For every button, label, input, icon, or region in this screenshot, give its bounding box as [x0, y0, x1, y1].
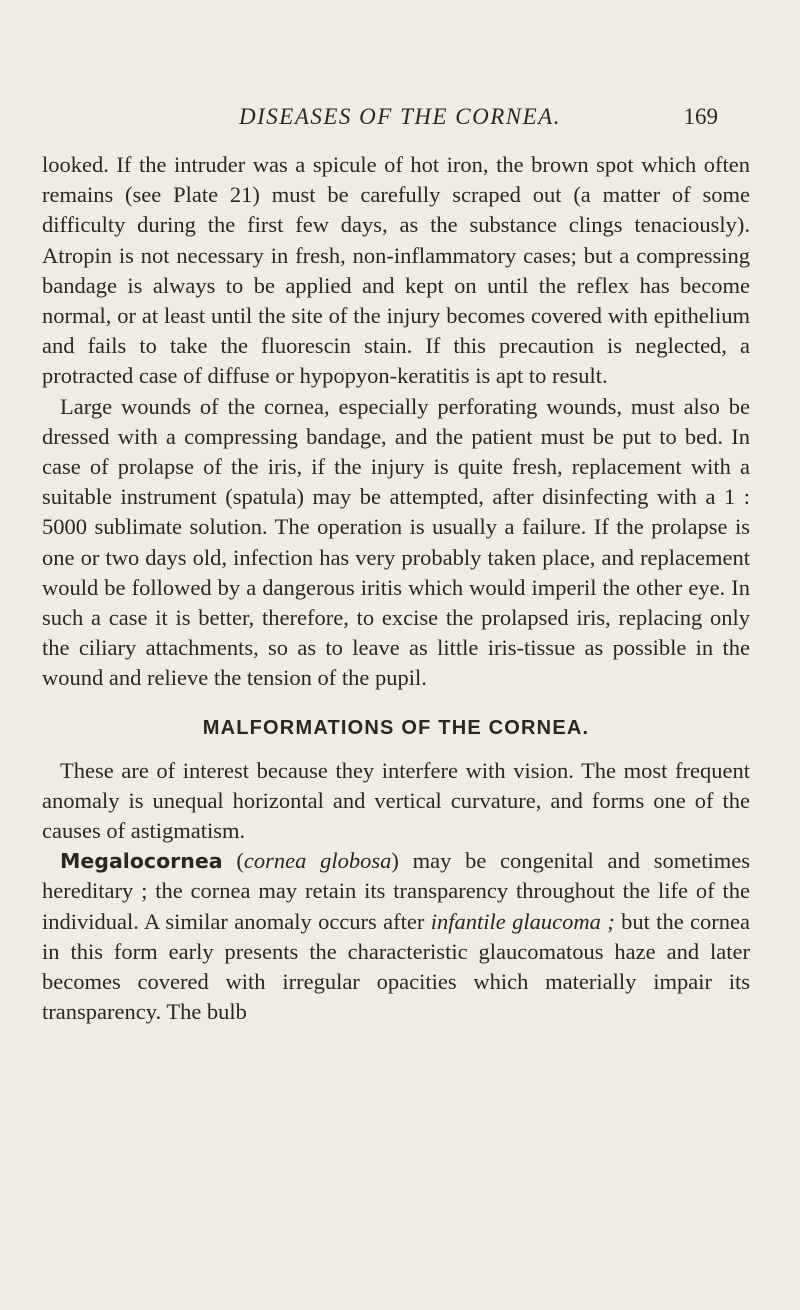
- open-paren: (: [222, 848, 244, 874]
- paragraph-continued: looked. If the intruder was a spicule of hot iron, the brown spot which often remains (see Plate 21) must be carefully scraped out (a matter of some difficulty during the first few days, as the substance clings tenaciously). Atropin is not necessary in fresh, non-inflammatory cases; but a compressing bandage is always to be applied and kept on until the reflex has become normal, or at least until the site of the injury becomes covered with epithelium and fails to take the fluorescin stain. If this precaution is neglected, a protracted case of diffuse or hypopyon-keratitis is apt to result.: [42, 152, 750, 389]
- term-megalocornea: Megalocornea: [60, 849, 223, 874]
- running-head-title: DISEASES OF THE CORNEA.: [239, 104, 561, 129]
- body-text: [42, 150, 750, 1027]
- paragraph-megalocornea: [42, 846, 750, 1027]
- section-heading: MALFORMATIONS OF THE CORNEA.: [202, 716, 590, 739]
- page-number: 169: [683, 104, 718, 129]
- running-head: [0, 104, 800, 138]
- paragraph-text: ) may be congenital and sometimes hereditary ; the cornea may retain its transparency throughout the life of the individual. A similar anomaly occurs after: [42, 848, 750, 934]
- paragraph-wounds: Large wounds of the cornea, especially perforating wounds, must also be dressed with a compressing bandage, and the patient must be put to bed. In case of prolapse of the iris, if the injury is quite fresh, replacement with a suitable instrument (spatula) may be attempted, after disinfecting with a 1 : 5000 sublimate solution. The operation is usually a failure. If the prolapse is one or two days old, infection has very probably taken place, and replacement would be followed by a dangerous iritis which would imperil the other eye. In such a case it is better, therefore, to excise the prolapsed iris, replacing only the ciliary attachments, so as to leave as little iris-tissue as possible in the wound and relieve the tension of the pupil.: [42, 393, 750, 691]
- condition-term: infantile glaucoma ;: [430, 908, 615, 934]
- paragraph-text-rest: but the cornea in this form early presents the characteristic glaucomatous haze and later becomes covered with irregular opacities which materially impair its transparency. The bulb: [42, 908, 750, 1025]
- latin-term: cornea globosa: [243, 848, 392, 874]
- paragraph-malformations-intro: These are of interest because they interfere with vision. The most frequent anomaly is unequal horizontal and vertical curvature, and forms one of the causes of astigmatism.: [42, 757, 750, 844]
